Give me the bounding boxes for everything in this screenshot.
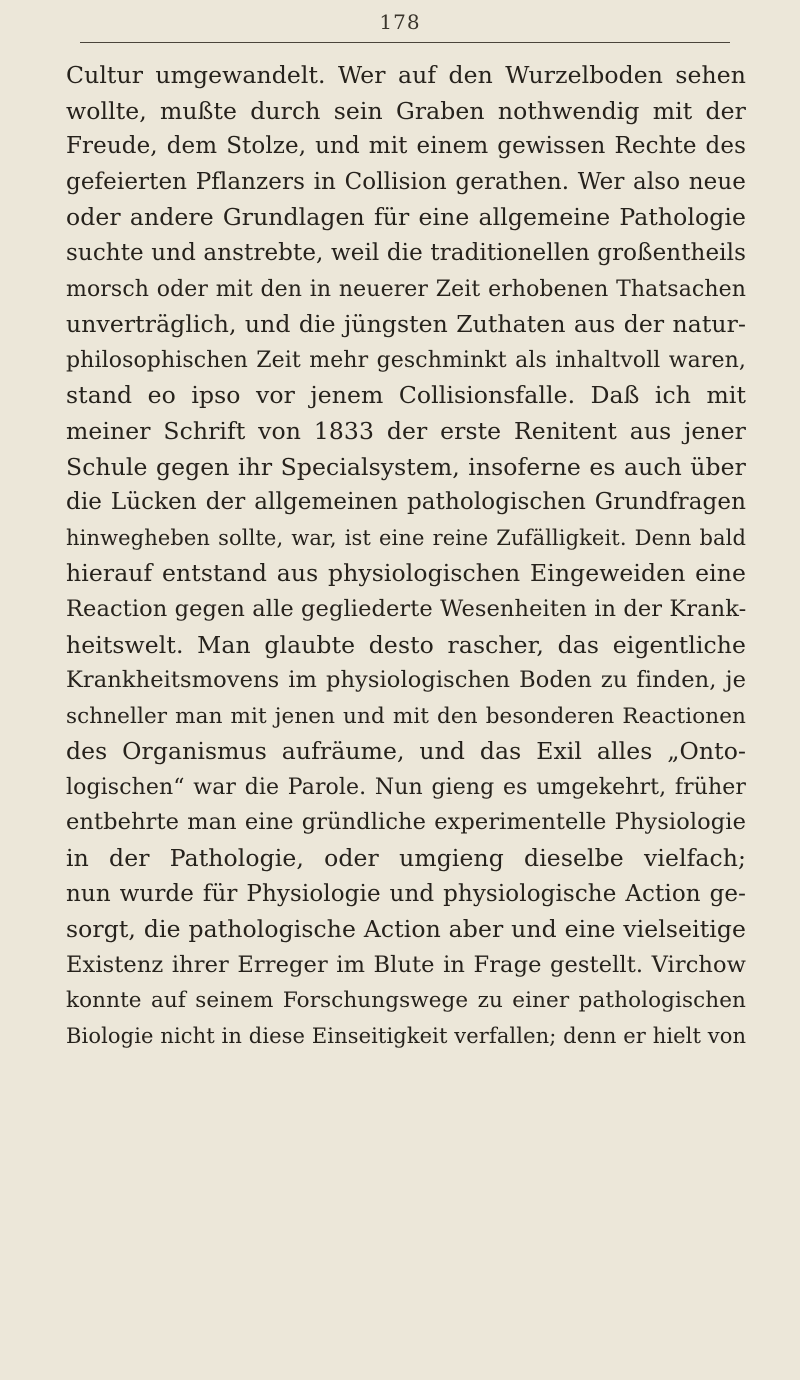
text-line: unverträglich, und die jüngsten Zuthaten aus der natur- [66,310,746,339]
text-line: Cultur umgewandelt. Wer auf den Wurzelboden sehen [66,61,746,89]
text-line: Freude, dem Stolze, und mit einem gewissen Rechte des [66,133,746,160]
text-line: in der Pathologie, oder umgieng dieselbe vielfach; [66,844,746,873]
text-line: Biologie nicht in diese Einseitigkeit verfallen; denn er hielt von [66,1024,747,1049]
text-line: Reaction gegen alle gegliederte Wesenheiten in der Krank- [66,595,747,622]
text-line: hinwegheben sollte, war, ist eine reine Zufälligkeit. Denn bald [66,525,746,550]
text-line: die Lücken der allgemeinen pathologischen Grundfragen [66,489,746,516]
text-body [66,58,746,1055]
page-number: 178 [379,10,421,34]
text-line: entbehrte man eine gründliche experimentelle Physiologie [66,809,746,836]
text-line: oder andere Grundlagen für eine allgemeine Pathologie [66,203,746,232]
text-line: wollte, mußte durch sein Graben nothwendig mit der [66,96,746,125]
text-line: gefeierten Pflanzers in Collision gerathen. Wer also neue [66,168,746,195]
text-line: heitswelt. Man glaubte desto rascher, das eigentliche [66,630,746,659]
text-line: philosophischen Zeit mehr geschminkt als inhaltvoll waren, [66,347,746,373]
text-line: meiner Schrift von 1833 der erste Renitent aus jener [66,416,746,445]
text-line: sorgt, die pathologische Action aber und eine vielseitige [66,915,746,944]
text-line: Schule gegen ihr Specialsystem, insoferne es auch über [66,452,746,481]
text-line: suchte und anstrebte, weil die traditionellen großentheils [66,239,746,266]
text-line: stand eo ipso vor jenem Collisionsfalle. Daß ich mit [66,381,746,410]
text-line: schneller man mit jenen und mit den besonderen Reactionen [66,703,746,729]
text-line: hierauf entstand aus physiologischen Eingeweiden eine [66,559,746,588]
text-line: des Organismus aufräume, und das Exil alles „Onto- [66,737,746,766]
text-line: morsch oder mit den in neuerer Zeit erhobenen Thatsachen [66,276,746,302]
header-rule [80,42,730,43]
text-line: Krankheitsmovens im physiologischen Boden zu finden, je [66,667,746,694]
text-line: nun wurde für Physiologie und physiologische Action ge- [66,880,746,907]
text-line: Existenz ihrer Erreger im Blute in Frage gestellt. Virchow [66,951,746,978]
text-line: logischen“ war die Parole. Nun gieng es umgekehrt, früher [66,774,746,800]
text-line: konnte auf seinem Forschungswege zu einer pathologischen [66,988,746,1014]
